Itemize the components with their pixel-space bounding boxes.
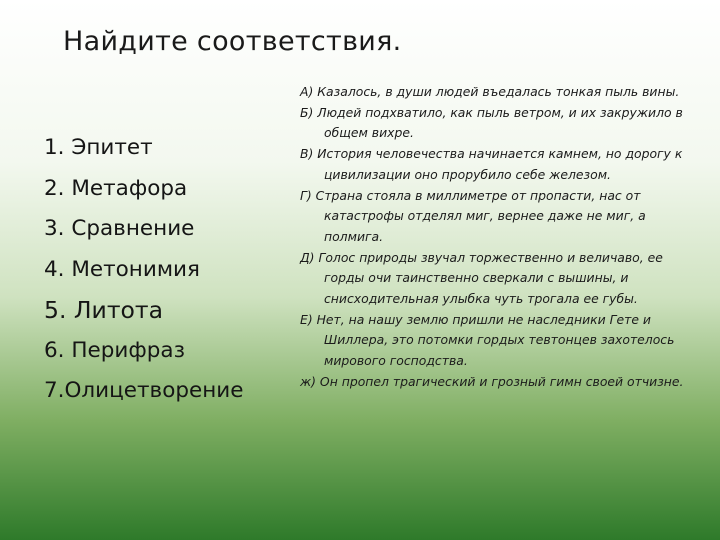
term-item: 7.Олицетворение <box>44 378 244 403</box>
term-item: 1. Эпитет <box>44 135 153 160</box>
example-item: Е) Нет, на нашу землю пришли не наследники Гете и Шиллера, это потомки гордых тевтонцев захотелось мирового господства. <box>300 311 675 369</box>
example-item: Д) Голос природы звучал торжественно и величаво, ее горды очи таинственно сверкали с вышины, и снисходительная улыбка чуть трогала ее губы. <box>300 249 663 307</box>
term-item: 5. Литота <box>44 296 163 324</box>
terms-list <box>44 128 244 412</box>
example-item: Б) Людей подхватило, как пыль ветром, и их закружило в общем вихре. <box>300 104 683 141</box>
term-item: 2. Метафора <box>44 175 188 201</box>
term-item: 6. Перифраз <box>44 337 185 363</box>
slide-title: Найдите соответствия. <box>63 26 402 57</box>
term-item: 4. Метонимия <box>44 256 200 282</box>
examples-list <box>300 82 692 393</box>
example-item: Г) Страна стояла в миллиметре от пропасти, нас от катастрофы отделял миг, вернее даже не миг, а полмига. <box>300 187 646 244</box>
example-item: ж) Он пропел трагический и грозный гимн своей отчизне. <box>300 373 684 389</box>
term-item: 3. Сравнение <box>44 216 195 241</box>
example-item: А) Казалось, в души людей въедалась тонкая пыль вины. <box>300 84 680 99</box>
example-item: В) История человечества начинается камнем, но дорогу к цивилизации оно прорубило себе железом. <box>300 146 683 182</box>
